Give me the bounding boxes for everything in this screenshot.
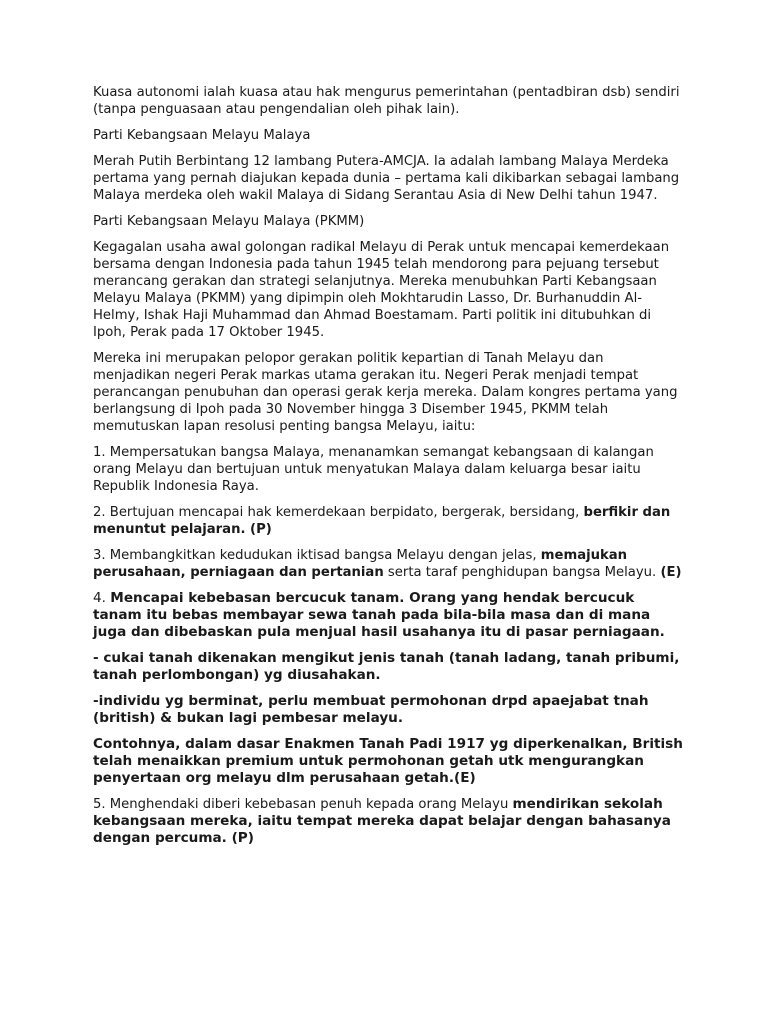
note-application: -individu yg berminat, perlu membuat permohonan drpd apaejabat tnah (british) & bukan lagi pembesar melayu.: [93, 693, 649, 726]
note-land-tax: - cukai tanah dikenakan mengikut jenis tanah (tanah ladang, tanah pribumi, tanah perlombongan) yg diusahakan.: [93, 650, 680, 683]
paragraph-congress: Mereka ini merupakan pelopor gerakan politik kepartian di Tanah Melayu dan menjadikan negeri Perak markas utama gerakan itu. Negeri Perak menjadi tempat perancangan penubuhan dan operasi gerak kerja mereka. Dalam kongres pertama yang berlangsung di Ipoh pada 30 November hingga 3 Disember 1945, PKMM telah memutuskan lapan resolusi penting bangsa Melayu, iaitu:: [93, 351, 678, 434]
resolution-3: [93, 547, 683, 581]
resolution-2-bold: berfikir dan menuntut pelajaran. (P): [93, 505, 671, 537]
resolution-5: [93, 796, 683, 847]
note-example: Contohnya, dalam dasar Enakmen Tanah Padi 1917 yg diperkenalkan, British telah menaikkan premium untuk permohonan getah utk mengurangkan penyertaan org melayu dlm perusahaan getah.(E): [93, 736, 683, 786]
paragraph-autonomy-definition: Kuasa autonomi ialah kuasa atau hak mengurus pemerintahan (pentadbiran dsb) sendiri (tanpa penguasaan atau pengendalian oleh pihak lain).: [93, 85, 680, 117]
resolution-1: 1. Mempersatukan bangsa Malaya, menanamkan semangat kebangsaan di kalangan orang Melayu dan bertujuan untuk menyatukan Malaya dalam keluarga besar iaitu Republik Indonesia Raya.: [93, 445, 654, 494]
resolution-4-text: Mencapai kebebasan bercucuk tanam. Orang yang hendak bercucuk tanam itu bebas membayar sewa tanah pada bila-bila masa dan di mana juga dan dibebaskan pula menjual hasil usahanya itu di pasar perniagaan.: [93, 590, 665, 640]
resolution-5-text: 5. Menghendaki diberi kebebasan penuh kepada orang Melayu: [93, 797, 513, 812]
resolution-3-text-a: 3. Membangkitkan kedudukan iktisad bangsa Melayu dengan jelas,: [93, 548, 541, 563]
resolution-4: [93, 590, 683, 641]
resolution-2: [93, 504, 683, 538]
heading-pkmm-abbrev: Parti Kebangsaan Melayu Malaya (PKMM): [93, 214, 365, 229]
paragraph-founding: Kegagalan usaha awal golongan radikal Melayu di Perak untuk mencapai kemerdekaan bersama dengan Indonesia pada tahun 1945 telah mendorong para pejuang tersebut merancang gerakan dan strategi selanjutnya. Mereka menubuhkan Parti Kebangsaan Melayu Malaya (PKMM) yang dipimpin oleh Mokhtarudin Lasso, Dr. Burhanuddin Al-Helmy, Ishak Haji Muhammad dan Ahmad Boestamam. Parti politik ini ditubuhkan di Ipoh, Perak pada 17 Oktober 1945.: [93, 240, 670, 340]
resolution-2-text: 2. Bertujuan mencapai hak kemerdekaan berpidato, bergerak, bersidang,: [93, 505, 584, 520]
heading-pkmm: Parti Kebangsaan Melayu Malaya: [93, 128, 311, 143]
resolution-3-text-b: serta taraf penghidupan bangsa Melayu.: [383, 565, 661, 580]
paragraph-flag: Merah Putih Berbintang 12 lambang Putera-AMCJA. Ia adalah lambang Malaya Merdeka pertama yang pernah diajukan kepada dunia – pertama kali dikibarkan sebagai lambang Malaya merdeka oleh wakil Malaya di Sidang Serantau Asia di New Delhi tahun 1947.: [93, 154, 680, 203]
resolution-5-bold: mendirikan sekolah kebangsaan mereka, iaitu tempat mereka dapat belajar dengan bahasanya dengan percuma. (P): [93, 796, 671, 846]
document-body: [93, 84, 683, 856]
resolution-3-bold-a: memajukan perusahaan, perniagaan dan pertanian: [93, 548, 628, 580]
resolution-4-number: 4.: [93, 590, 111, 606]
resolution-3-bold-b: (E): [660, 565, 682, 580]
